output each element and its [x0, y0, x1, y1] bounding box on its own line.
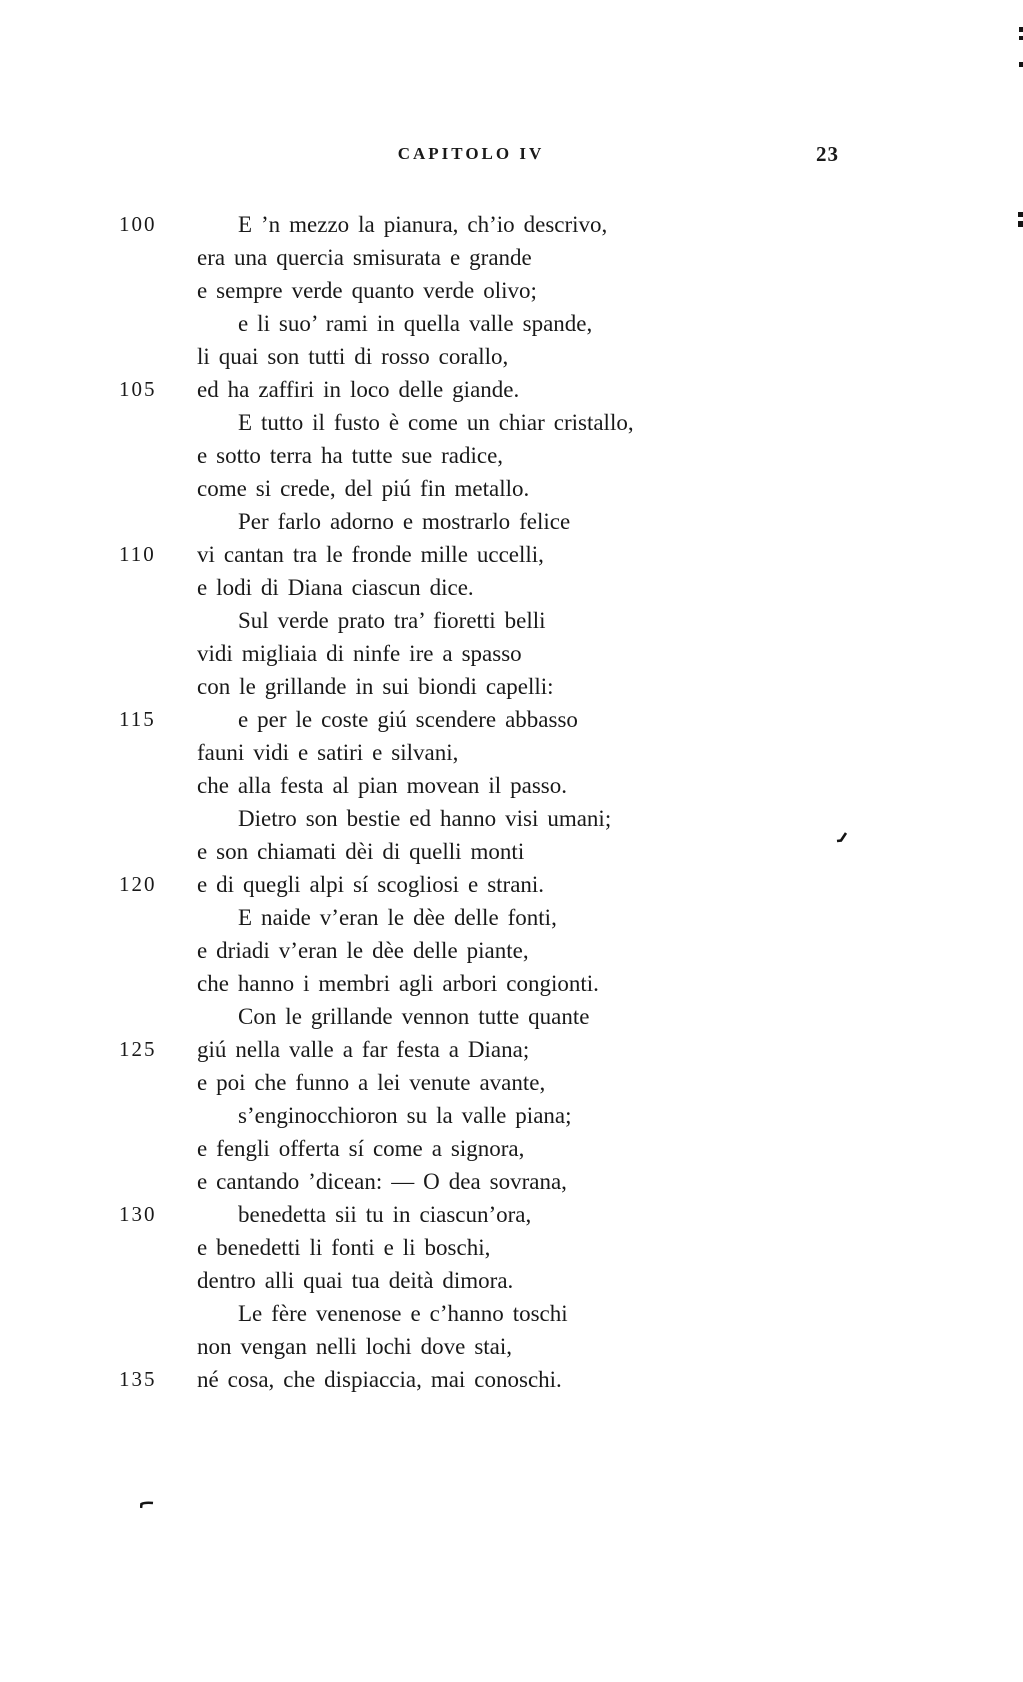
poem-line: [0, 472, 1023, 505]
poem-line: [0, 1165, 1023, 1198]
poem-line: [0, 736, 1023, 769]
verse-text: E ’n mezzo la pianura, ch’io descrivo,: [238, 212, 608, 237]
poem-line: [0, 208, 1023, 241]
verse-text: e son chiamati dèi di quelli monti: [197, 839, 525, 864]
running-head: [0, 141, 1023, 167]
ink-speck: [836, 830, 850, 844]
poem-line: [0, 1363, 1023, 1396]
poem-line: [0, 505, 1023, 538]
poem-line: [0, 967, 1023, 1000]
line-number: 105: [119, 377, 157, 401]
poem-line: [0, 1231, 1023, 1264]
verse-text: e sotto terra ha tutte sue radice,: [197, 443, 504, 468]
verse-text: benedetta sii tu in ciascun’ora,: [238, 1202, 532, 1227]
poem: [0, 208, 1023, 1396]
poem-line: [0, 604, 1023, 637]
edge-mark: [1019, 27, 1023, 32]
verse-text: non vengan nelli lochi dove stai,: [197, 1334, 513, 1359]
ink-speck: [140, 1499, 156, 1511]
poem-line: [0, 1033, 1023, 1066]
poem-line: [0, 703, 1023, 736]
poem-line: [0, 835, 1023, 868]
verse-text: li quai son tutti di rosso corallo,: [197, 344, 509, 369]
line-number: 125: [119, 1037, 157, 1061]
verse-text: e fengli offerta sí come a signora,: [197, 1136, 525, 1161]
poem-line: [0, 538, 1023, 571]
verse-text: e poi che funno a lei venute avante,: [197, 1070, 546, 1095]
verse-text: e di quegli alpi sí scogliosi e strani.: [197, 872, 545, 897]
verse-text: ed ha zaffiri in loco delle giande.: [197, 377, 520, 402]
verse-text: né cosa, che dispiaccia, mai conoschi.: [197, 1367, 562, 1392]
chapter-title: CAPITOLO IV: [397, 144, 545, 163]
verse-text: e sempre verde quanto verde olivo;: [197, 278, 537, 303]
poem-line: [0, 274, 1023, 307]
verse-text: E tutto il fusto è come un chiar cristallo,: [238, 410, 634, 435]
edge-mark: [1019, 36, 1023, 40]
edge-mark: [1019, 62, 1023, 67]
poem-line: [0, 1264, 1023, 1297]
line-number: 120: [119, 872, 157, 896]
poem-line: [0, 802, 1023, 835]
edge-mark: [1018, 221, 1023, 227]
page-number: 23: [816, 142, 839, 166]
poem-line: [0, 901, 1023, 934]
verse-text: e benedetti li fonti e li boschi,: [197, 1235, 491, 1260]
poem-line: [0, 1132, 1023, 1165]
verse-text: s’enginocchioron su la valle piana;: [238, 1103, 572, 1128]
poem-line: [0, 670, 1023, 703]
verse-text: vi cantan tra le fronde mille uccelli,: [197, 542, 544, 567]
poem-line: [0, 373, 1023, 406]
verse-text: Sul verde prato tra’ fioretti belli: [238, 608, 546, 633]
poem-line: [0, 1330, 1023, 1363]
verse-text: vidi migliaia di ninfe ire a spasso: [197, 641, 522, 666]
poem-line: [0, 769, 1023, 802]
verse-text: dentro alli quai tua deità dimora.: [197, 1268, 514, 1293]
poem-line: [0, 439, 1023, 472]
line-number: 130: [119, 1202, 157, 1226]
verse-text: e cantando ’dicean: — O dea sovrana,: [197, 1169, 567, 1194]
poem-line: [0, 340, 1023, 373]
poem-line: [0, 934, 1023, 967]
poem-line: [0, 1066, 1023, 1099]
poem-line: [0, 1198, 1023, 1231]
poem-line: [0, 307, 1023, 340]
verse-text: era una quercia smisurata e grande: [197, 245, 532, 270]
verse-text: e per le coste giú scendere abbasso: [238, 707, 578, 732]
poem-line: [0, 637, 1023, 670]
verse-text: Con le grillande vennon tutte quante: [238, 1004, 590, 1029]
line-number: 100: [119, 212, 157, 236]
poem-line: [0, 241, 1023, 274]
poem-line: [0, 571, 1023, 604]
verse-text: E naide v’eran le dèe delle fonti,: [238, 905, 557, 930]
poem-line: [0, 406, 1023, 439]
line-number: 135: [119, 1367, 157, 1391]
verse-text: e lodi di Diana ciascun dice.: [197, 575, 474, 600]
verse-text: Dietro son bestie ed hanno visi umani;: [238, 806, 612, 831]
verse-text: come si crede, del piú fin metallo.: [197, 476, 530, 501]
poem-line: [0, 1297, 1023, 1330]
poem-line: [0, 1099, 1023, 1132]
verse-text: che hanno i membri agli arbori congionti.: [197, 971, 599, 996]
verse-text: giú nella valle a far festa a Diana;: [197, 1037, 530, 1062]
poem-line: [0, 868, 1023, 901]
edge-mark: [1018, 212, 1023, 217]
verse-text: Per farlo adorno e mostrarlo felice: [238, 509, 571, 534]
verse-text: fauni vidi e satiri e silvani,: [197, 740, 459, 765]
line-number: 110: [119, 542, 156, 566]
verse-text: che alla festa al pian movean il passo.: [197, 773, 567, 798]
verse-text: Le fère venenose e c’hanno toschi: [238, 1301, 568, 1326]
verse-text: con le grillande in sui biondi capelli:: [197, 674, 554, 699]
verse-text: e driadi v’eran le dèe delle piante,: [197, 938, 529, 963]
line-number: 115: [119, 707, 156, 731]
poem-line: [0, 1000, 1023, 1033]
verse-text: e li suo’ rami in quella valle spande,: [238, 311, 593, 336]
